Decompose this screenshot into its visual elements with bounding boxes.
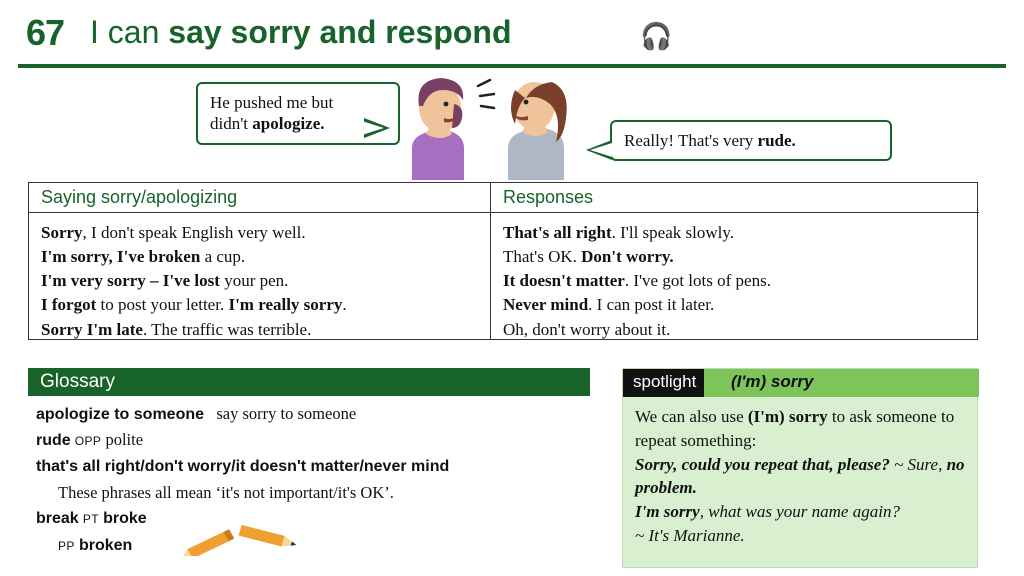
phrase-plain: .	[342, 295, 347, 315]
page-title	[90, 14, 512, 51]
glossary-label: PP	[58, 538, 75, 553]
spotlight-example-question: Sorry, could you repeat that, please?	[635, 454, 890, 474]
glossary-term: rude	[36, 432, 71, 450]
glossary-box	[28, 368, 590, 566]
spotlight-header-bar	[623, 369, 979, 397]
phrase-plain: . I've got lots of pens.	[624, 271, 771, 291]
phrase-row	[503, 245, 979, 269]
phrases-table	[28, 182, 978, 340]
spotlight-example2-bold: I'm sorry	[635, 502, 700, 522]
spotlight-title: (I'm) sorry	[731, 372, 814, 391]
phrase-bold: That's all right	[503, 223, 612, 242]
glossary-term: apologize to someone	[36, 406, 205, 423]
spotlight-example3: ~ It's Marianne.	[635, 525, 745, 545]
glossary-term: that's all right/don't worry/it doesn't matter/never mind	[36, 458, 450, 476]
glossary-definition: polite	[105, 430, 144, 450]
table-column-responses	[491, 183, 979, 339]
glossary-label: OPP	[74, 434, 102, 449]
phrase-bold: Don't worry.	[581, 247, 674, 267]
glossary-title: Glossary	[40, 371, 115, 392]
phrase-row	[41, 293, 490, 317]
glossary-note: These phrases all mean ‘it's not important/it's OK’.	[58, 482, 394, 502]
spotlight-intro	[635, 405, 969, 453]
table-column-saying-sorry	[29, 183, 491, 339]
phrase-plain: . I can post it later.	[588, 295, 715, 315]
page-header	[18, 6, 1006, 64]
spotlight-example	[635, 524, 969, 548]
spotlight-example2-rest: , what was your name again?	[699, 502, 900, 522]
phrase-plain: That's OK.	[503, 247, 582, 267]
spotlight-example	[635, 500, 969, 524]
glossary-term: break	[36, 510, 79, 528]
unit-number: 67	[26, 12, 65, 53]
spotlight-intro-part2: to ask someone to repeat something:	[635, 407, 955, 450]
page-title-bold: say sorry and respond	[168, 14, 512, 50]
phrase-row	[503, 221, 979, 245]
glossary-header-bar	[28, 368, 590, 396]
broken-pencil-icon	[178, 516, 298, 556]
glossary-entry	[36, 454, 590, 478]
spotlight-example	[635, 453, 969, 501]
glossary-definition: say sorry to someone	[216, 404, 357, 423]
column-heading-right: Responses	[491, 183, 979, 213]
phrase-row	[503, 269, 979, 293]
phrase-bold: I'm sorry, I've broken	[41, 247, 201, 267]
phrase-bold: Sorry I'm late	[41, 319, 143, 339]
speech-bubble-right	[610, 120, 892, 161]
glossary-entry	[36, 428, 590, 452]
spotlight-example-reply-bold: no problem.	[635, 454, 965, 498]
phrase-bold: Sorry	[41, 223, 83, 242]
spotlight-tag: spotlight	[623, 369, 704, 397]
spotlight-intro-part1: We can also use	[635, 407, 748, 426]
headphones-icon: 🎧	[640, 22, 673, 52]
phrase-row	[41, 221, 490, 245]
phrase-bold: It doesn't matter	[503, 271, 625, 291]
glossary-label: PT	[82, 512, 99, 527]
bubble-left-bold: apologize.	[252, 114, 325, 134]
glossary-entry	[36, 402, 590, 426]
phrase-bold: I'm very sorry – I've lost	[41, 271, 220, 291]
phrase-row	[503, 318, 979, 342]
phrase-plain: Oh, don't worry about it.	[503, 319, 671, 339]
bubble-right-plain: Really! That's very	[624, 131, 758, 150]
glossary-form: broken	[78, 536, 133, 554]
glossary-entries	[36, 402, 590, 559]
spotlight-box	[622, 368, 978, 568]
spotlight-example-separator: ~	[889, 454, 908, 474]
phrase-row	[41, 245, 490, 269]
bubble-left-tail-fill	[362, 121, 384, 135]
glossary-entry	[36, 506, 590, 530]
phrase-bold: I'm really sorry	[228, 295, 343, 315]
spotlight-body	[635, 405, 969, 548]
bubble-right-bold: rude.	[757, 131, 796, 150]
phrase-bold: Never mind	[503, 295, 589, 315]
phrase-row	[41, 318, 490, 342]
phrase-plain: . I'll speak slowly.	[611, 223, 734, 242]
header-divider	[18, 64, 1006, 68]
two-women-arguing-illustration	[382, 74, 592, 180]
bubble-right-tail-fill	[590, 143, 612, 157]
phrase-plain: a cup.	[200, 247, 246, 267]
bubble-left-plain: didn't	[210, 114, 253, 134]
phrase-plain: , I don't speak English very well.	[82, 223, 306, 242]
column-heading-left: Saying sorry/apologizing	[29, 183, 490, 213]
bubble-left-line2	[210, 113, 386, 134]
phrase-plain: . The traffic was terrible.	[142, 319, 312, 339]
glossary-entry	[36, 533, 590, 557]
column-body-right	[491, 213, 979, 342]
spotlight-example-reply: Sure,	[907, 454, 947, 474]
column-body-left	[29, 213, 490, 342]
phrase-bold: I forgot	[41, 295, 97, 315]
page-title-plain: I can	[90, 14, 169, 50]
phrase-plain: your pen.	[219, 271, 289, 291]
phrase-plain: to post your letter.	[96, 295, 229, 315]
spotlight-intro-bold: (I'm) sorry	[747, 407, 828, 426]
illustration-area	[186, 78, 796, 178]
phrase-row	[41, 269, 490, 293]
bubble-left-line1: He pushed me but	[210, 93, 334, 112]
phrase-row	[503, 293, 979, 317]
glossary-form: broke	[103, 510, 147, 528]
